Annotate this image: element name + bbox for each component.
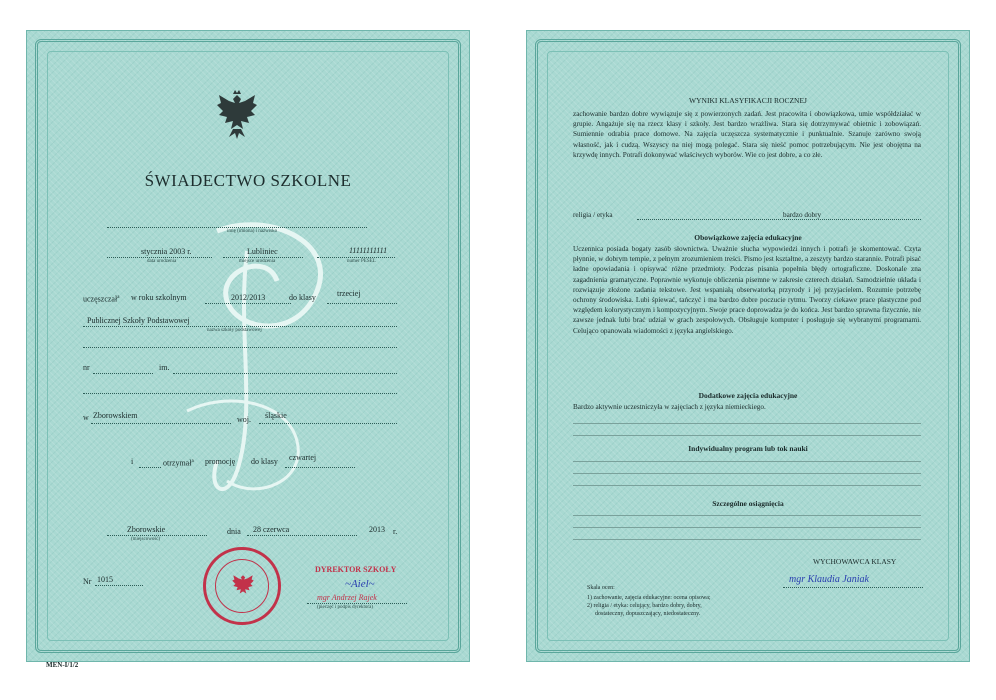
school-year: 2012/2013 [231, 293, 266, 302]
additional-line-1 [573, 423, 921, 424]
birth-place-line [223, 257, 303, 258]
scale-title: Skala ocen: [587, 585, 615, 591]
director-title: DYREKTOR SZKOŁY [315, 565, 397, 574]
teacher-line [783, 587, 923, 588]
additional-text: Bardzo aktywnie uczestniczyła w zajęciach z języka niemieckiego. [573, 403, 766, 411]
teacher-title: WYCHOWAWCA KLASY [813, 557, 897, 566]
promo-class-line [285, 467, 355, 468]
individual-line-2 [573, 473, 921, 474]
im-label: im. [159, 363, 170, 372]
town-line [91, 423, 231, 424]
scale-line-1: 1) zachowanie, zajęcia edukacyjne: ocena opisowa; [587, 595, 711, 601]
scale-line-2: 2) religia / etyka: celujący, bardzo dobry, dobry, [587, 603, 702, 609]
behavior-text: bardzo dobre wywiązuje się z powierzonych zadań. Jest pracowita i obowiązkowa, umie współdziałać w grupie. Angażuje się na rzecz klasy i szkoły. Jest bardzo wrażliwa. Stara się dotrzymywać obietnic i zobowiązań. Sumiennie odrabia prace domowe. Na zajęcia uczęszcza systematycznie i punktualnie. Szanuje zarówno swoją własność, jak i cudzą. Wszyscy na niej mogą polegać. Stara się nieść pomoc potrzebującym. Nie jest obojętna na krzywdę innych. Potrafi dokonywać właściwych wyborów. Wie co jest dobre, a co złe. [573, 110, 921, 159]
behavior-label: zachowanie [573, 110, 607, 118]
individual-line-1 [573, 461, 921, 462]
class-line [327, 303, 397, 304]
issue-date: 28 czerwca [253, 525, 290, 534]
w-label: w [83, 413, 89, 422]
eagle-emblem-icon [215, 89, 259, 141]
caption-birth-date: data urodzenia [147, 259, 177, 264]
school-name: Publicznej Szkoły Podstawowej [87, 316, 190, 325]
nr-cert-label: Nr [83, 577, 92, 586]
stamp-eagle-icon [231, 572, 255, 600]
religion-value: bardzo dobry [783, 211, 822, 219]
religion-label: religia / etyka [573, 211, 613, 219]
issue-place-line [107, 535, 207, 536]
director-signature-icon: ~Aiel~ [345, 578, 375, 590]
caption-place: (miejscowość) [131, 537, 161, 542]
date-label: dnia [227, 527, 241, 536]
birth-date: stycznia 2003 r. [141, 247, 192, 256]
individual-header: Indywidualny program lub tok nauki [688, 444, 808, 453]
mandatory-header: Obowiązkowe zajęcia edukacyjne [694, 233, 802, 242]
guilloche-panel [26, 30, 470, 662]
special-line-3 [573, 539, 921, 540]
voivodeship: śląskie [265, 411, 287, 420]
teacher-name: mgr Klaudia Janiak [789, 574, 869, 585]
mandatory-text: Uczennica posiada bogaty zasób słownictwa. Uważnie słucha wypowiedzi innych i potrafi je skomentować. Czyta płynnie, w dobrym tempie, z pełnym zrozumieniem treści. Pismo jest kształtne, a zeszyty bardzo starannie. Potrafi pisać ładne opowiadania i opisywać różne przedmioty. Podczas pisania popełnia błędy ortograficzne. Doskonale zna zagadnienia gramatyczne. Poprawnie wykonuje obliczenia pisemne w zakresie czterech działań. Samodzielnie układa i rozwiązuje złożone zadania tekstowe. Jest wspaniałą obserwatorką przyrody i jej przyjacielem. Rozumie potrzebę ochrony środowiska. Lubi śpiewać, tańczyć i ma bardzo dobre poczucie rytmu. Tworzy ciekawe prace plastyczne pod względem kolorystycznym i kompozycyjnym. Swoje prace doprowadza je do końca. Jest bardzo sprawna fizycznie, nie zawsze jednak lubi brać udział w grach zespołowych. Obsługuje komputer i posługuje się wybranymi programami. Celująco opanowała wiadomości z języka angielskiego. [573, 245, 921, 335]
issue-place: Zborowskie [127, 525, 166, 534]
im-line [173, 373, 397, 374]
im-line-2 [83, 393, 397, 394]
certificate-back-page [504, 8, 992, 692]
promo-class: czwartej [289, 453, 317, 462]
issue-date-line [247, 535, 357, 536]
woj-label: woj. [237, 415, 251, 424]
nr-line [93, 373, 153, 374]
cert-number: 1015 [97, 575, 113, 584]
caption-school: nazwa szkoły podstawowej [207, 328, 262, 333]
religion-line [637, 219, 921, 220]
special-line-1 [573, 515, 921, 516]
name-line [107, 227, 367, 228]
school-name-line-2 [83, 347, 397, 348]
signature-line [307, 603, 407, 604]
scale-line-3: dostateczny, dopuszczający, niedostateczny. [595, 611, 701, 617]
additional-header: Dodatkowe zajęcia edukacyjne [698, 391, 798, 400]
caption-signature: (pieczęć i podpis dyrektora) [317, 605, 373, 610]
caption-name: imię (imiona) i nazwisko [227, 229, 278, 234]
cert-number-line [95, 585, 143, 586]
director-name: mgr Andrzej Rajek [317, 593, 377, 602]
promo-i: i [131, 457, 134, 466]
special-line-2 [573, 527, 921, 528]
results-header: WYNIKI KLASYFIKACJI ROCZNEJ [689, 96, 807, 105]
special-header: Szczególne osiągnięcia [712, 499, 784, 508]
promo-i-line [139, 467, 161, 468]
woj-line [259, 423, 397, 424]
school-year-label: w roku szkolnym [131, 293, 187, 302]
year-suffix: r. [393, 527, 398, 536]
school-name-line [83, 326, 397, 327]
school-year-line [205, 303, 291, 304]
form-code: MEN-I/1/2 [46, 661, 79, 669]
pesel-value: 11111111111 [349, 246, 388, 255]
issue-year: 2013 [369, 525, 385, 534]
class-label: do klasy [289, 293, 316, 302]
class-value: trzeciej [337, 289, 361, 298]
school-stamp [203, 547, 281, 625]
pesel-line [317, 257, 395, 258]
birth-place: Lubliniec [247, 247, 278, 256]
promo-do-klasy: do klasy [251, 457, 278, 466]
promo-label: promocję [205, 457, 236, 466]
birth-date-line [107, 257, 212, 258]
guilloche-panel-right [526, 30, 970, 662]
promo-obtained: otrzymał$^a$ [163, 458, 194, 468]
certificate-title: ŚWIADECTWO SZKOLNE [144, 171, 352, 190]
caption-birth-place: miejsce urodzenia [239, 259, 276, 264]
individual-line-3 [573, 485, 921, 486]
town: Zborowskiem [93, 411, 138, 420]
additional-line-2 [573, 435, 921, 436]
caption-pesel: numer PESEL [347, 259, 376, 264]
certificate-front-page [4, 8, 492, 692]
attended-label: uczęszczał$^a$ [83, 294, 120, 304]
nr-label: nr [83, 363, 90, 372]
behavior-block [573, 109, 921, 204]
